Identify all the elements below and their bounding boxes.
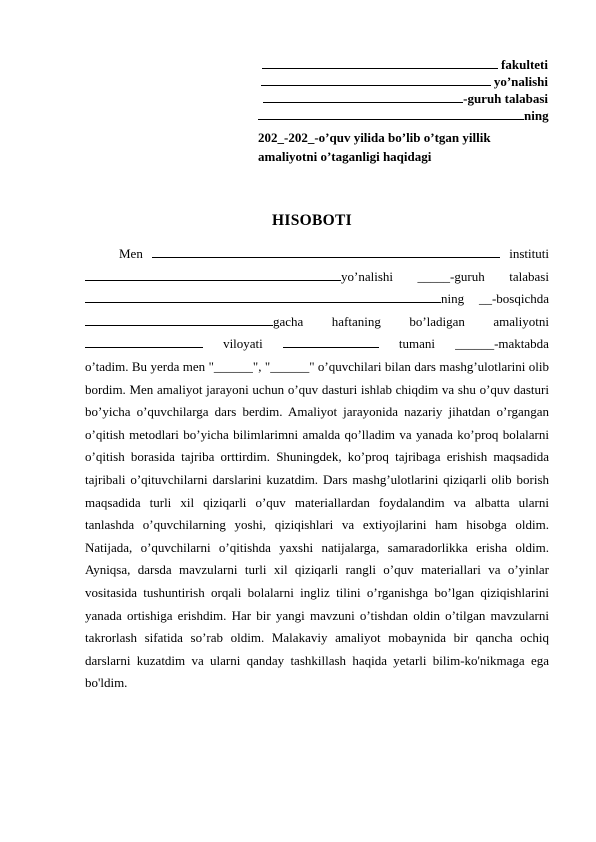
- report-body: [85, 243, 549, 695]
- region-blank: [85, 335, 203, 348]
- header-student-line: [258, 107, 548, 124]
- faculty-label: fakulteti: [501, 57, 548, 72]
- region-label: viloyati: [223, 336, 263, 352]
- body-line-1: [85, 243, 549, 266]
- name-blank-body: [85, 290, 441, 303]
- district-label: tumani: [398, 336, 436, 352]
- group-label: -guruh talabasi: [463, 91, 548, 106]
- gacha-label: gacha: [273, 313, 304, 329]
- group-blank-body: _____-guruh: [417, 268, 485, 284]
- body-line-4: [85, 311, 549, 334]
- header-about-line: amaliyotni o’taganligi haqidagi: [258, 149, 432, 164]
- amaliyotni-label: amaliyotni: [493, 313, 549, 329]
- men-word: Men: [119, 246, 143, 261]
- faculty-blank: [262, 56, 498, 69]
- report-paragraph: o’tadim. Bu yerda men "______", "______" o’quvchilari bilan dars mashg’ulotlarini olib bordim. Men amaliyot jarayoni uchun o’quv dasturi ishlab chiqdim va shu o’quv dasturi bo’yicha o’quvchilarga dars berdim. Amaliyot jarayonida nazariy jihatdan o’rgangan o’qitish metodlari bo’yicha bilimlarimni amalda qo’lladim va yanada ko’proq bolalarni o’qitish borasida tajriba orttirdim. Shuningdek, ko’proq tajribaga erishish maqsadida tajribali o’qituvchilarni darslarini kuzatdim. Dars mashg’ulotlarini qiziqarli olib borish maqsadida turli xil qiziqarli o’quv materiallardan foydalandim va albatta ularni tanlashda o’quvchilarning yoshi, qiziqishlari va extiyojlarini ham hisobga oldim. Natijada, o’quvchilarni o’qitishda yaxshi natijalarga, samaradorlikka erisha oldim. Ayniqsa, darsda mavzularni turli xil qiziqarli rangli o’quv materiallari va o’yinlar vositasida tushuntirish orqali bolalarni ingliz tilini o’rganishga bo’lgan qiziqishlarini yanada ortishiga erishdim. Har bir yangi mavzuni o’tishdan oldin o’tilgan mavzularni takrorlash sifatida so’rab oldim. Malakaviy amaliyot mobaynida bir qancha ochiq darslarni kuzatdim va ularni qanday tashkillash haqida yetarli bilim-ko'nikmaga ega bo'ldim.: [85, 358, 549, 691]
- body-line-3: [85, 288, 549, 311]
- district-blank: [283, 335, 379, 348]
- direction-blank: [261, 73, 491, 86]
- date-blank-body: [85, 313, 273, 326]
- group-blank: [263, 90, 463, 103]
- header-faculty-line: [258, 56, 548, 73]
- header-direction-line: [258, 73, 548, 90]
- report-title-text: HISOBOTI: [272, 212, 352, 229]
- student-label-body: talabasi: [509, 268, 549, 284]
- body-line-5: [85, 333, 549, 356]
- school-label: ______-maktabda: [455, 336, 549, 352]
- direction-label-body: yo’nalishi: [341, 268, 393, 284]
- student-label: ning: [524, 108, 549, 123]
- institute-blank: [152, 245, 500, 258]
- boladigan-label: bo’ladigan: [409, 313, 465, 329]
- body-line-2: [85, 266, 549, 289]
- haftaning-label: haftaning: [331, 313, 381, 329]
- header-group-line: [258, 90, 548, 107]
- stage-label-body: __-bosqichda: [478, 291, 549, 307]
- direction-label: yo’nalishi: [493, 74, 548, 89]
- ning-label-body: ning: [441, 291, 465, 307]
- student-blank: [258, 107, 524, 120]
- header-year-line: 202_-202_-o’quv yilida bo’lib o’tgan yillik: [258, 130, 491, 145]
- institute-label: instituti: [509, 246, 549, 261]
- report-title: [0, 212, 596, 230]
- direction-blank-body: [85, 268, 341, 281]
